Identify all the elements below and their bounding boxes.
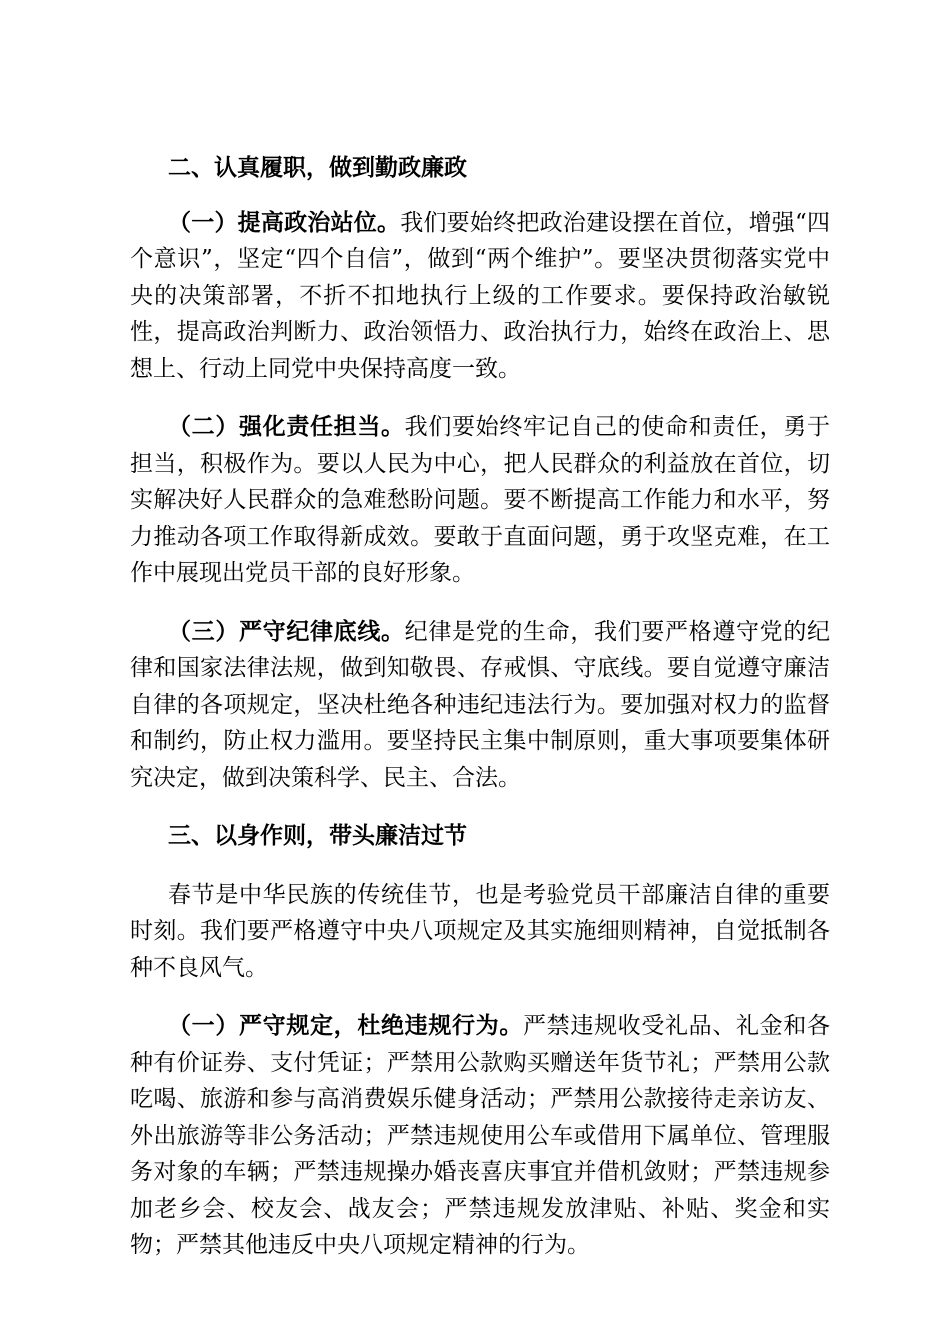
paragraph-body: 我们要始终牢记自己的使命和责任，勇于担当，积极作为。要以人民为中心，把人民群众的利益放在首位，切实解决好人民群众的急难愁盼问题。要不断提高工作能力和水平，努力推动各项工作取得新成效。要敢于直面问题，勇于攻坚克难，在工作中展现出党员干部的良好形象。: [130, 414, 831, 586]
paragraph-2-1: [130, 205, 830, 388]
section-3-intro: 春节是中华民族的传统佳节，也是考验党员干部廉洁自律的重要时刻。我们要严格遵守中央八项规定及其实施细则精神，自觉抵制各种不良风气。: [130, 881, 830, 981]
paragraph-3-1: [130, 1008, 830, 1264]
paragraph-body: 我们要始终把政治建设摆在首位，增强“四个意识”，坚定“四个自信”，做到“两个维护”。要坚决贯彻落实党中央的决策部署，不折不扣地执行上级的工作要求。要保持政治敏锐性，提高政治判断力、政治领悟力、政治执行力，始终在政治上、思想上、行动上同党中央保持高度一致。: [130, 209, 831, 382]
document-page: [130, 150, 830, 1264]
paragraph-body: 严禁违规收受礼品、礼金和各种有价证券、支付凭证；严禁用公款购买赠送年货节礼；严禁用公款吃喝、旅游和参与高消费娱乐健身活动；严禁用公款接待走亲访友、外出旅游等非公务活动；严禁违规使用公车或借用下属单位、管理服务对象的车辆；严禁违规操办婚丧喜庆事宜并借机敛财；严禁违规参加老乡会、校友会、战友会；严禁违规发放津贴、补贴、奖金和实物；严禁其他违反中央八项规定精神的行为。: [130, 1013, 831, 1258]
section-heading-2: 二、认真履职，做到勤政廉政: [168, 155, 467, 181]
paragraph-2-3: [130, 614, 830, 797]
paragraph-body: 纪律是党的生命，我们要严格遵守党的纪律和国家法律法规，做到知敬畏、存戒惧、守底线。要自觉遵守廉洁自律的各项规定，坚决杜绝各种违纪违法行为。要加强对权力的监督和制约，防止权力滥用。要坚持民主集中制原则，重大事项要集体研究决定，做到决策科学、民主、合法。: [130, 618, 831, 791]
section-heading-3: 三、以身作则，带头廉洁过节: [168, 823, 467, 849]
paragraph-lead: （一）严守规定，杜绝违规行为。: [168, 1013, 523, 1039]
paragraph-lead: （二）强化责任担当。: [168, 414, 405, 440]
paragraph-lead: （三）严守纪律底线。: [168, 618, 405, 645]
paragraph-2-2: [130, 409, 830, 592]
paragraph-lead: （一）提高政治站位。: [168, 209, 401, 236]
